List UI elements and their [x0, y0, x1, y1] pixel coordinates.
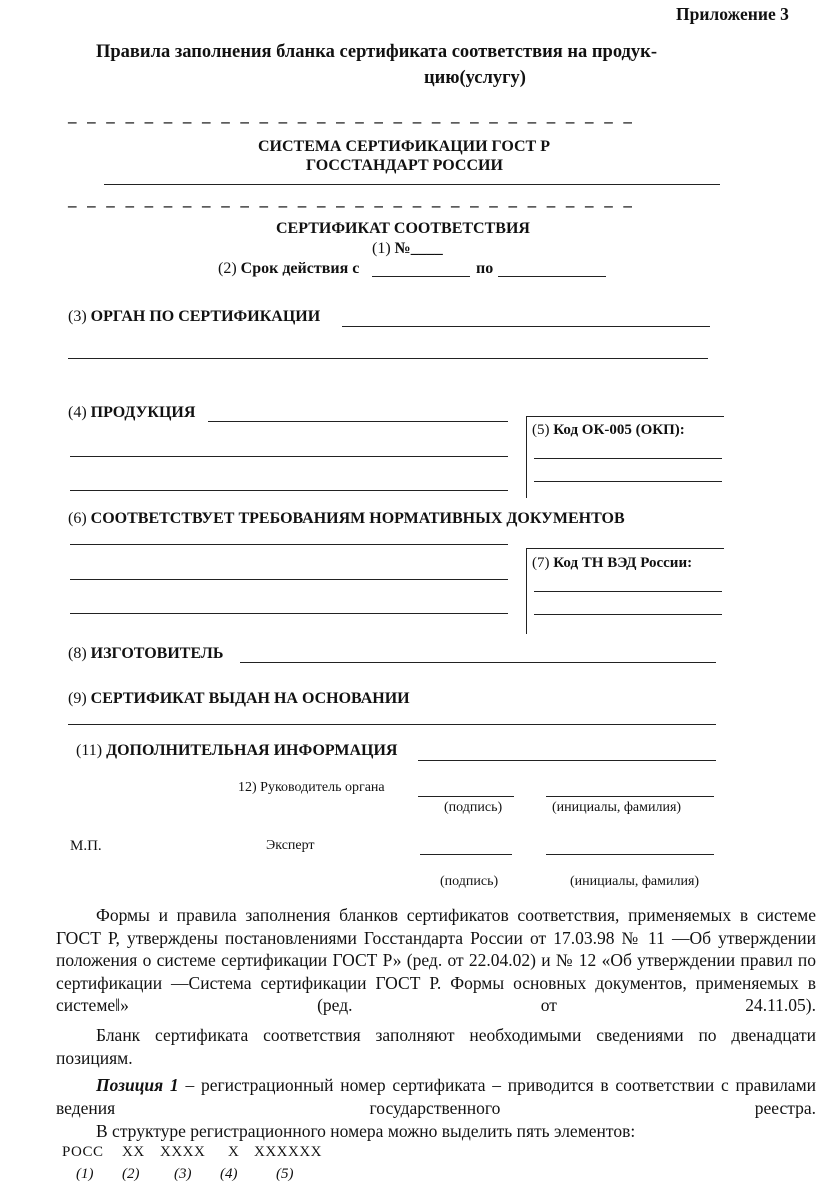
field-number-3: (3): [68, 308, 87, 325]
position-1-lead: Позиция 1: [96, 1075, 179, 1095]
field-5-box-top: [526, 416, 724, 417]
regcode-num-3: (3): [174, 1166, 192, 1182]
field-3: [68, 308, 320, 326]
validity-row: [218, 260, 359, 278]
field-5-box-left: [526, 416, 527, 498]
field-number-11: (11): [76, 742, 103, 759]
field-number-4: (4): [68, 404, 87, 421]
field-number-2: (2): [218, 260, 237, 277]
field-9: [68, 690, 410, 708]
dashed-separator-bottom: – – – – – – – – – – – – – – – – – – – – – – – – – – – – – –: [68, 196, 636, 215]
validity-to-label: по: [476, 260, 494, 277]
paragraph-position-1: [56, 1074, 816, 1119]
regcode-part-4: X: [228, 1144, 240, 1160]
field-7-label: Код ТН ВЭД России:: [553, 555, 693, 571]
field-8-blank[interactable]: [240, 662, 716, 663]
field-5-blank-1[interactable]: [534, 458, 722, 459]
field-4-blank-2[interactable]: [70, 456, 508, 457]
certificate-number: [372, 240, 443, 258]
field-4-blank-1[interactable]: [208, 421, 508, 422]
field-number-5: (5): [532, 422, 550, 438]
field-3-blank-2[interactable]: [68, 358, 708, 359]
field-11: [76, 742, 397, 760]
regcode-num-4: (4): [220, 1166, 238, 1182]
paragraph-forms: [56, 904, 816, 1017]
position-1-text: – регистрационный номер сертификата – приводится в соответствии с правилами ведения государственного реестра.: [56, 1075, 816, 1118]
field-7-box-left: [526, 548, 527, 634]
field-8: [68, 645, 223, 663]
expert-label: Эксперт: [266, 838, 315, 853]
paragraph-forms-text: Формы и правила заполнения бланков сертификатов соответствия, применяемых в системе ГОСТ Р, утверждены постановлениями Госстандарта России от 17.03.98 № 11 ―Об утверждении положения о системе сертификации ГОСТ Р» (ред. от 22.04.02) и № 12 «Об утверждении правил по сертификации ―Система сертификации ГОСТ Р. Формы основных документов, применяемых в системе‖» (ред. от 24.11.05).: [56, 905, 816, 1015]
field-4: [68, 404, 195, 422]
regcode-part-2: XX: [122, 1144, 145, 1160]
field-5-blank-2[interactable]: [534, 481, 722, 482]
field-11-blank[interactable]: [418, 760, 716, 761]
certificate-title: СЕРТИФИКАТ СООТВЕТСТВИЯ: [276, 220, 530, 237]
doc-title-line1: Правила заполнения бланка сертификата соответствия на продук-: [96, 42, 657, 62]
field-12-label: 12) Руководитель органа: [238, 780, 385, 795]
signature-caption-1: (подпись): [444, 800, 503, 815]
field-6-label: СООТВЕТСТВУЕТ ТРЕБОВАНИЯМ НОРМАТИВНЫХ ДОКУМЕНТОВ: [90, 510, 625, 527]
field-number-7: (7): [532, 555, 550, 571]
field-4-blank-3[interactable]: [70, 490, 508, 491]
expert-signature-blank[interactable]: [420, 854, 512, 855]
field-number-8: (8): [68, 645, 87, 662]
field-6-blank-3[interactable]: [70, 613, 508, 614]
paragraph-structure-text: В структуре регистрационного номера можно выделить пять элементов:: [96, 1121, 636, 1141]
expert-initials-blank[interactable]: [546, 854, 714, 855]
field-9-blank[interactable]: [68, 724, 716, 725]
field-7: [532, 555, 692, 572]
regcode-num-2: (2): [122, 1166, 140, 1182]
paragraph-blank: [56, 1024, 816, 1069]
field-6-blank-1[interactable]: [70, 544, 508, 545]
signature-caption-2: (подпись): [440, 874, 499, 889]
field-9-label: СЕРТИФИКАТ ВЫДАН НА ОСНОВАНИИ: [90, 690, 410, 707]
validity-label: Срок действия с: [240, 260, 360, 277]
system-line1: СИСТЕМА СЕРТИФИКАЦИИ ГОСТ Р: [258, 138, 550, 155]
regcode-part-1: РОСС: [62, 1144, 104, 1160]
regcode-num-5: (5): [276, 1166, 294, 1182]
field-3-blank-1[interactable]: [342, 326, 710, 327]
number-label: №____: [394, 240, 443, 257]
field-number-1: (1): [372, 240, 391, 257]
field-5: [532, 422, 685, 439]
field-6-blank-2[interactable]: [70, 579, 508, 580]
field-4-label: ПРОДУКЦИЯ: [90, 404, 196, 421]
regcode-part-3: XXXX: [160, 1144, 206, 1160]
paragraph-structure: [56, 1121, 635, 1142]
initials-caption-2: (инициалы, фамилия): [570, 874, 700, 889]
stamp-label: М.П.: [70, 838, 102, 854]
field-7-box-top: [526, 548, 724, 549]
field-number-6: (6): [68, 510, 87, 527]
regcode-num-1: (1): [76, 1166, 94, 1182]
field-7-blank-2[interactable]: [534, 614, 722, 615]
paragraph-blank-text: Бланк сертификата соответствия заполняют необходимыми сведениями по двенадцати позициям.: [56, 1025, 816, 1068]
field-5-label: Код ОК-005 (ОКП):: [553, 422, 685, 438]
field-8-label: ИЗГОТОВИТЕЛЬ: [90, 645, 224, 662]
validity-to-blank[interactable]: [498, 276, 606, 277]
doc-title-line2: цию(услугу): [424, 68, 526, 88]
system-underline: [104, 184, 720, 185]
system-line2: ГОССТАНДАРТ РОССИИ: [306, 157, 503, 174]
field-3-label: ОРГАН ПО СЕРТИФИКАЦИИ: [90, 308, 321, 325]
initials-caption-1: (инициалы, фамилия): [552, 800, 682, 815]
head-signature-blank[interactable]: [418, 796, 514, 797]
regcode-part-5: XXXXXX: [254, 1144, 322, 1160]
head-initials-blank[interactable]: [546, 796, 714, 797]
field-6: [68, 510, 625, 528]
field-7-blank-1[interactable]: [534, 591, 722, 592]
field-number-9: (9): [68, 690, 87, 707]
validity-from-blank[interactable]: [372, 276, 470, 277]
dashed-separator-top: – – – – – – – – – – – – – – – – – – – – – – – – – – – – – –: [68, 112, 636, 131]
appendix-label: Приложение 3: [676, 4, 789, 24]
field-11-label: ДОПОЛНИТЕЛЬНАЯ ИНФОРМАЦИЯ: [106, 742, 398, 759]
